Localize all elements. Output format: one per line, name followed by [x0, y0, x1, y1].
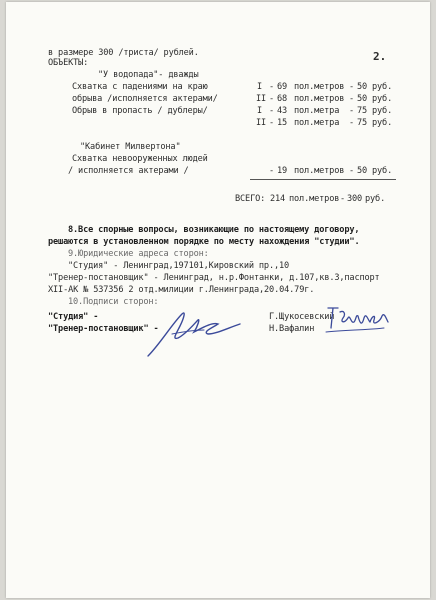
row-2-series: II: [256, 94, 267, 104]
trainer-handwritten-signature: [142, 304, 252, 360]
row-1-unit: пол.метров: [294, 82, 345, 92]
row-1-price: 50: [357, 82, 368, 92]
row-3-series: I: [257, 106, 263, 116]
total-amount: 300: [347, 194, 363, 204]
row-2-price: 50: [357, 94, 368, 104]
group1-title: "У водопада"- дважды: [98, 70, 199, 80]
objects-label: ОБЪЕКТЫ:: [48, 58, 89, 68]
group2-title: "Кабинет Милвертона": [80, 142, 181, 152]
row-4-unit: пол.метра: [294, 118, 340, 128]
studio-signatory-name: Г.Щукосевский: [269, 312, 335, 322]
clause-9-title: 9.Юридические адреса сторон:: [68, 249, 209, 259]
row-4-series: II: [256, 118, 267, 128]
document-page: 2. в размере 300 /триста/ рублей. ОБЪЕКТЫ: "У водопада"- дважды Схватка с падениями на краю обрыва /исполняется актерами/ Обрыв в пропасть / дублеры/ I - 69 пол.метров - 50 руб. II - 68 пол.метров - 50 руб. I - 43 пол.метра - 75 руб. II - 15 пол.метра - 75 руб. "Кабинет Милвертона" Схватка невооруженных людей / исполняется актерами / - 19 пол.метров - 50 руб. ВСЕГО: 214 пол.метров - 300 руб. 8.Все спорные вопросы, возникающие по настоящему договору, решаются в установленном порядке по месту нахождения "студии". 9.Юридические адреса сторон: "Студия" - Ленинград,197101,Кировский пр.,10 "Тренер-постановщик" - Ленинград, н.р.Фонтанки, д.107,кв.3,паспорт XII-АК № 537356 2 отд.милиции г.Ленинграда,20.04.79г. 10.Подписи сторон: "Студия" - "Тренер-постановщик" - Г.Щукосевский Н.Вафалин: [6, 2, 430, 598]
row-2-meters: 68: [277, 94, 288, 104]
row-3-meters: 43: [277, 106, 288, 116]
row-4-price: 75: [357, 118, 368, 128]
group2-price: 50: [357, 166, 368, 176]
row-2-currency: руб.: [372, 94, 393, 104]
total-meters: 214: [270, 194, 286, 204]
trainer-label: "Тренер-постановщик" -: [48, 324, 159, 334]
group2-name-line2: / исполняется актерами /: [68, 166, 189, 176]
total-label: ВСЕГО:: [235, 194, 266, 204]
trainer-signatory-name: Н.Вафалин: [269, 324, 315, 334]
intro-line: в размере 300 /триста/ рублей.: [48, 48, 199, 58]
group2-unit: пол.метров: [294, 166, 345, 176]
total-currency: руб.: [365, 194, 386, 204]
clause-9-trainer-line2: XII-АК № 537356 2 отд.милиции г.Ленинграда,20.04.79г.: [48, 285, 315, 295]
group2-meters: 19: [277, 166, 288, 176]
group1-row-3-name: Обрыв в пропасть / дублеры/: [72, 106, 208, 116]
group1-row-2-name: обрыва /исполняется актерами/: [72, 94, 218, 104]
group2-currency: руб.: [372, 166, 393, 176]
sum-rule: [250, 179, 396, 180]
group1-row-1-name: Схватка с падениями на краю: [72, 82, 208, 92]
row-1-currency: руб.: [372, 82, 393, 92]
row-3-currency: руб.: [372, 106, 393, 116]
row-3-price: 75: [357, 106, 368, 116]
row-2-unit: пол.метров: [294, 94, 345, 104]
row-4-currency: руб.: [372, 118, 393, 128]
clause-10-title: 10.Подписи сторон:: [68, 297, 159, 307]
total-unit: пол.метров: [289, 194, 340, 204]
row-1-meters: 69: [277, 82, 288, 92]
group2-name-line1: Схватка невооруженных людей: [72, 154, 208, 164]
clause-8-line2: решаются в установленном порядке по месту нахождения "студии".: [48, 237, 360, 247]
studio-handwritten-signature: [324, 302, 394, 336]
row-3-unit: пол.метра: [294, 106, 340, 116]
studio-label: "Студия" -: [48, 312, 99, 322]
page-number: 2.: [373, 50, 387, 63]
clause-8-line1: 8.Все спорные вопросы, возникающие по настоящему договору,: [68, 225, 360, 235]
clause-9-studio: "Студия" - Ленинград,197101,Кировский пр.,10: [68, 261, 290, 271]
clause-9-trainer-line1: "Тренер-постановщик" - Ленинград, н.р.Фонтанки, д.107,кв.3,паспорт: [48, 273, 380, 283]
row-4-meters: 15: [277, 118, 288, 128]
row-1-series: I: [257, 82, 263, 92]
